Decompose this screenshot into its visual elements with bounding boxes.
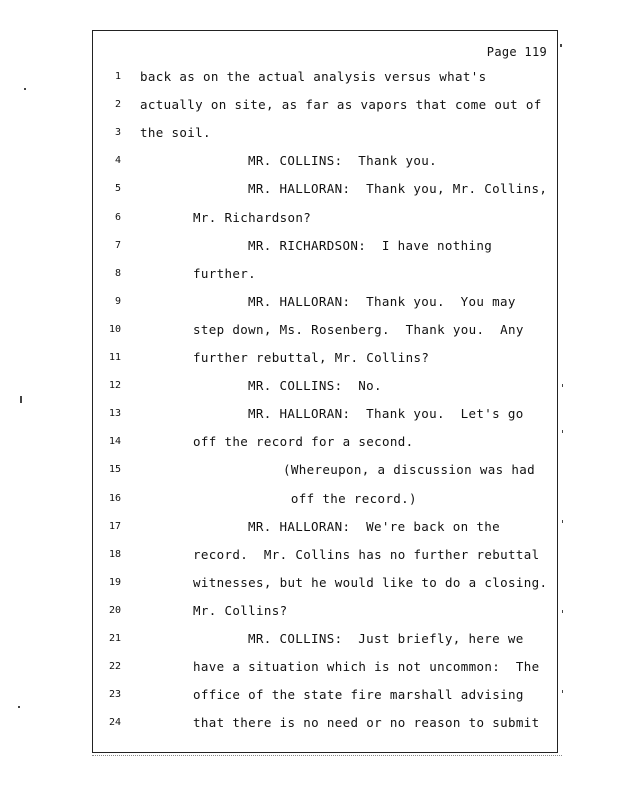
line-number: 5 <box>114 183 121 195</box>
transcript-line <box>93 378 557 398</box>
line-text: off the record.) <box>283 490 417 506</box>
line-number: 24 <box>108 717 121 729</box>
line-number: 18 <box>108 548 121 560</box>
transcript-line <box>93 210 557 230</box>
line-number: 1 <box>114 71 121 82</box>
line-text: MR. HALLORAN: We're back on the <box>248 518 501 534</box>
line-number: 17 <box>108 520 121 532</box>
line-text: off the record for a second. <box>193 434 414 450</box>
transcript-line <box>93 659 557 679</box>
line-text: have a situation which is not uncommon: The <box>193 659 540 675</box>
scan-speck <box>24 88 26 90</box>
line-number: 21 <box>108 633 121 644</box>
bottom-dotted-rule <box>92 755 562 756</box>
line-number: 16 <box>108 492 121 504</box>
transcript-line <box>93 547 557 567</box>
line-number: 23 <box>108 689 121 701</box>
line-number: 8 <box>114 267 121 279</box>
line-number: 11 <box>108 352 121 363</box>
line-text: MR. RICHARDSON: I have nothing <box>248 237 493 253</box>
line-text: further rebuttal, Mr. Collins? <box>193 350 430 365</box>
line-text: further. <box>193 265 257 281</box>
line-text: that there is no need or no reason to submit <box>193 715 540 731</box>
transcript-line <box>93 687 557 707</box>
line-text: Mr. Richardson? <box>193 209 312 225</box>
scan-speck <box>562 520 563 523</box>
transcript-line <box>93 125 557 145</box>
line-number: 7 <box>114 239 121 251</box>
line-number: 20 <box>108 604 121 616</box>
line-text: back as on the actual analysis versus what's <box>140 69 487 84</box>
transcript-line <box>93 462 557 482</box>
scan-speck <box>562 430 563 433</box>
transcript-line <box>93 238 557 258</box>
transcript-line <box>93 350 557 370</box>
line-number: 19 <box>108 576 121 588</box>
line-text: step down, Ms. Rosenberg. Thank you. Any <box>193 321 524 337</box>
line-number: 13 <box>108 408 121 420</box>
line-text: Mr. Collins? <box>193 602 288 618</box>
line-number: 2 <box>114 99 121 111</box>
transcript-line <box>93 181 557 201</box>
transcript-line <box>93 491 557 511</box>
transcript-line <box>93 294 557 314</box>
line-text: record. Mr. Collins has no further rebuttal <box>193 546 540 562</box>
transcript-line <box>93 322 557 342</box>
line-number: 15 <box>108 464 121 476</box>
scan-speck <box>18 706 20 708</box>
transcript-line <box>93 631 557 651</box>
line-number: 22 <box>108 661 121 673</box>
scan-speck <box>562 690 563 693</box>
transcript-line <box>93 97 557 117</box>
scan-speck <box>562 384 563 387</box>
line-number: 12 <box>108 380 121 392</box>
line-number: 10 <box>108 323 121 335</box>
transcript-line <box>93 575 557 595</box>
line-text: MR. COLLINS: Thank you. <box>248 153 438 169</box>
line-number: 6 <box>114 211 121 223</box>
line-text: office of the state fire marshall advising <box>193 687 524 703</box>
page-number: Page 119 <box>486 45 547 59</box>
scan-speck <box>20 396 22 403</box>
transcript-page <box>92 30 558 753</box>
transcript-line <box>93 153 557 173</box>
line-number: 14 <box>108 436 121 448</box>
transcript-line <box>93 715 557 735</box>
line-text: actually on site, as far as vapors that come out of <box>140 97 542 113</box>
line-number: 9 <box>114 295 121 307</box>
line-text: (Whereupon, a discussion was had <box>283 462 536 478</box>
transcript-line <box>93 69 557 89</box>
transcript-line <box>93 406 557 426</box>
transcript-line <box>93 266 557 286</box>
line-text: MR. COLLINS: Just briefly, here we <box>248 631 524 646</box>
line-text: MR. COLLINS: No. <box>248 378 382 394</box>
line-text: the soil. <box>140 125 211 141</box>
scan-speck <box>560 44 562 47</box>
transcript-line <box>93 603 557 623</box>
line-text: MR. HALLORAN: Thank you. You may <box>248 293 516 309</box>
line-text: MR. HALLORAN: Thank you. Let's go <box>248 406 524 422</box>
line-text: witnesses, but he would like to do a closing. <box>193 574 548 590</box>
line-text: MR. HALLORAN: Thank you, Mr. Collins, <box>248 181 548 197</box>
line-number: 4 <box>114 155 121 167</box>
transcript-line <box>93 519 557 539</box>
transcript-line <box>93 434 557 454</box>
line-number: 3 <box>114 127 121 139</box>
scan-speck <box>562 610 563 613</box>
